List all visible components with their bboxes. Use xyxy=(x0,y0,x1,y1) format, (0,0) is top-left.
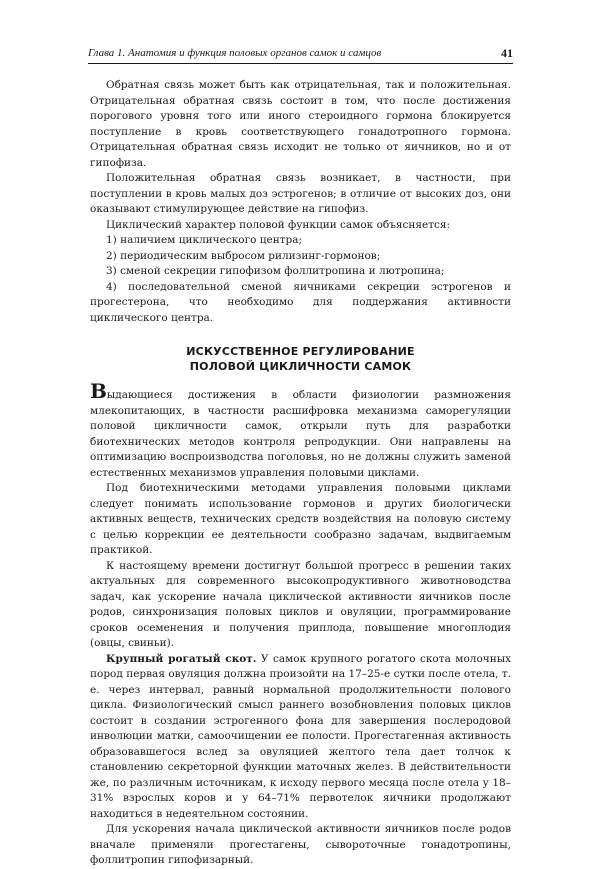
header-rule xyxy=(88,63,513,64)
list-item: 4) последовательной сменой яичниками секреции эстрогенов и прогестерона, что необходимо для поддержания активности циклического центра. xyxy=(90,280,511,324)
page-number: 41 xyxy=(501,46,513,60)
list-item: 3) сменой секреции гипофизом фоллитропина и лютропина; xyxy=(106,265,445,277)
section-heading-line: ПОЛОВОЙ ЦИКЛИЧНОСТИ САМОК xyxy=(189,360,412,373)
paragraph-feedback: Обратная связь может быть как отрицательная, так и положительная. Отрицательная обратная связь состоит в том, что после достижения порогового уровня того или иного стероидного гормона блокируется поступление в кровь соответствующего гонадотропного гормона. Отрицательная обратная связь исходит не только от яичников, но и от гипофиза. xyxy=(90,79,511,169)
running-header xyxy=(88,45,513,61)
paragraph-cattle xyxy=(90,652,511,823)
list-item: 1) наличием циклического центра; xyxy=(106,234,303,246)
drop-cap: В xyxy=(90,379,107,403)
lead-text: ыдающиеся достижения в области физиологии размножения млекопитающих, в частности расшифровка механизма саморегуляции половой цикличности самок, открыли путь для разработки биотехнических методов контроля репродукции. Они направлены на оптимизацию воспроизводства поголовья, но не должны служить заменой естественных механизмов управления половыми циклами. xyxy=(90,389,511,479)
running-title: Глава 1. Анатомия и функция половых органов самок и самцов xyxy=(88,47,382,59)
section-heading-line: ИСКУССТВЕННОЕ РЕГУЛИРОВАНИЕ xyxy=(186,345,415,358)
paragraph-lead xyxy=(90,379,511,481)
cattle-text: У самок крупного рогатого скота молочных пород первая овуляция должна произойти на 17–25-е сутки после отела, т. е. через интервал, равный нормальной продолжительности полового цикла. Физиологический смысл раннего возобновления половых циклов состоит в создании эстрогенного фона для завершения послеродовой инволюции матки, самоочищении ее полости. Прогестагенная активность образовавшегося вслед за овуляцией желтого тела дает толчок к становлению секреторной функции маточных желез. В действительности же, по различным источникам, к исходу первого месяца после отела у 18–31% взрослых коров и у 64–71% первотелок яичники продолжают находиться в недеятельном состоянии. xyxy=(90,652,512,820)
paragraph-biotech-methods: Под биотехническими методами управления половыми циклами следует понимать использование гормонов и других биологически активных веществ, технических средств воздействия на половую систему с целью коррекции ее деятельности сообразно задачам, выдвигаемым практикой. xyxy=(90,482,511,556)
paragraph-positive-feedback: Положительная обратная связь возникает, в частности, при поступлении в кровь малых доз эстрогенов; в отличие от высоких доз, они оказывают стимулирующее действие на гипофиз. xyxy=(90,172,511,215)
paragraph-acceleration: Для ускорения начала циклической активности яичников после родов вначале применяли прогестагены, сывороточные гонадотропины, фоллитропин гипофизарный. xyxy=(90,823,511,866)
paragraph-cyclic-intro: Циклический характер половой функции самок объясняется: xyxy=(106,218,451,231)
list-item: 2) периодическим выбросом рилизинг-гормонов; xyxy=(106,249,381,262)
section-heading xyxy=(90,344,511,374)
paragraph-progress: К настоящему времени достигнут большой прогресс в решении таких актуальных для современного высокопродуктивного животноводства задач, как ускорение начала циклической активности яичников после родов, синхронизация половых циклов и овуляции, программирование сроков осеменения и получения приплода, повышение многоплодия (овцы, свиньи). xyxy=(90,559,511,649)
cattle-subheading: Крупный рогатый скот. xyxy=(106,652,257,665)
